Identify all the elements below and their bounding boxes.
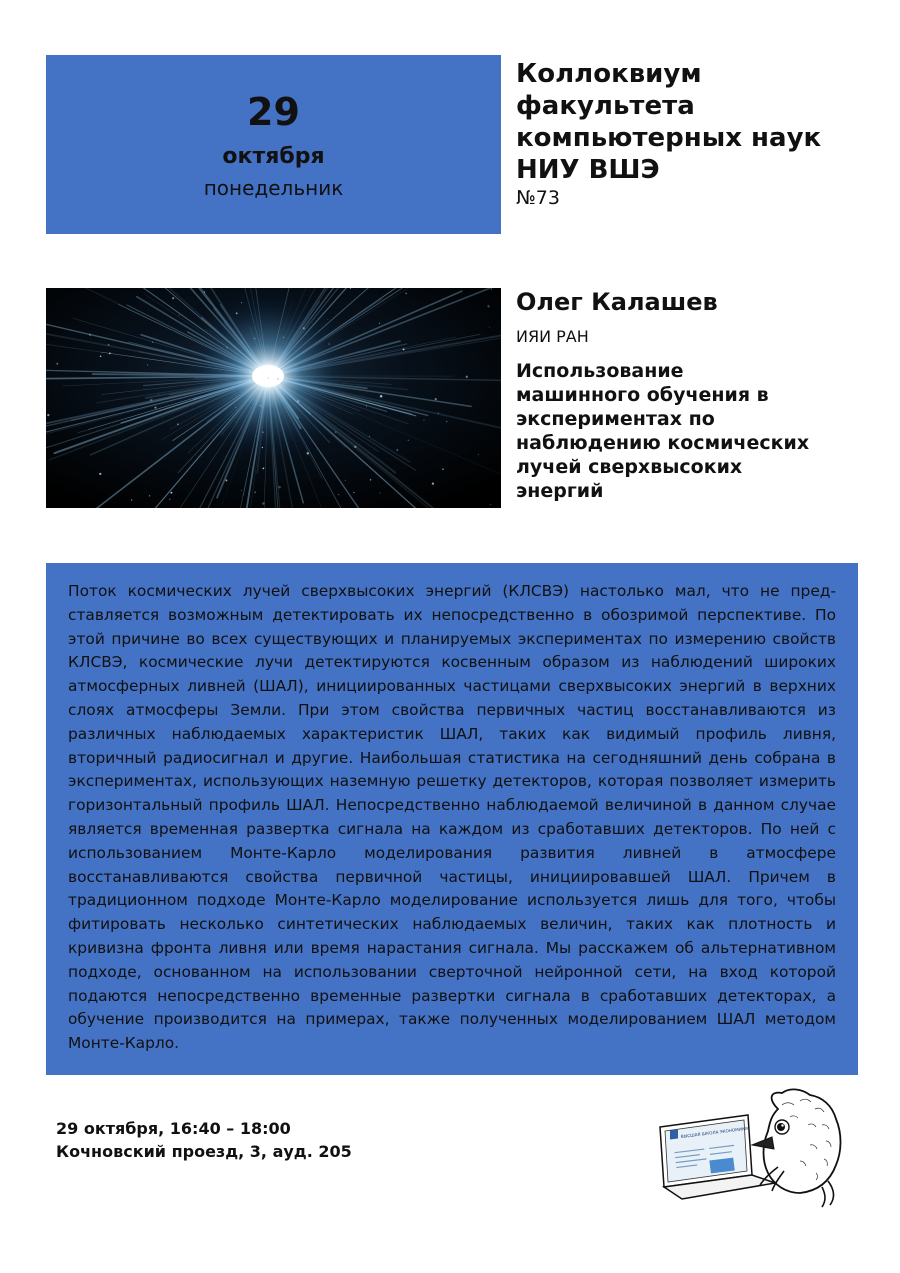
- mascot-illustration: [650, 1085, 850, 1210]
- colloquium-header: [516, 58, 876, 210]
- speaker-block: [516, 288, 866, 503]
- colloquium-title: Коллоквиум факультета компьютерных наук НИУ ВШЭ: [516, 59, 822, 185]
- talk-title: Использование машинного обучения в экспериментах по наблюдению космических лучей сверхвысоких энергий: [516, 360, 810, 502]
- abstract-box: [46, 563, 858, 1075]
- cosmic-ray-image: [46, 288, 501, 508]
- date-weekday: понедельник: [203, 176, 344, 200]
- date-month: октября: [222, 144, 325, 169]
- date-box: [46, 55, 501, 234]
- colloquium-number: №73: [516, 187, 560, 209]
- speaker-name: Олег Калашев: [516, 288, 718, 316]
- date-day: 29: [247, 90, 300, 134]
- abstract-text: Поток космических лучей сверхвысоких энергий (КЛСВЭ) настолько мал, что не представляется возможным детектировать их непосредственно в обозримой перспективе. По этой причине во всех существующих и планируемых экспериментах по измерению свойств КЛСВЭ, космические лучи детектируются косвенным образом из наблюдений широких атмосферных ливней (ШАЛ), инициированных частицами сверхвысоких энергий в верхних слоях атмосферы Земли. При этом свойства первичных частиц восстанавливаются из различных наблюдаемых характеристик ШАЛ, таких как видимый профиль ливня, вторичный радиосигнал и другие. Наибольшая статистика на сегодняшний день собрана в экспериментах, использующих наземную решетку детекторов, которая позволяет измерить горизонтальный профиль ШАЛ. Непосредственно наблюдаемой величиной в данном случае является временная развертка сигнала на каждом из сработавших детекторов. По ней с использованием Монте-Карло моделирования развития ливней в атмосфере восстанавливаются свойства первичной частицы, инициировавшей ШАЛ. Причем в традиционном подходе Монте-Карло моделирование используется лишь для того, чтобы фитировать несколько синтетических наблюдаемых величин, таких как плотность и кривизна фронта ливня или время нарастания сигнала. Мы расскажем об альтернативном подходе, основанном на использовании сверточной нейронной сети, на вход которой подаются непосредственно временные развертки сигнала в сработавших детекторах, а обучение производится на примерах, также полученных моделированием ШАЛ методом Монте-Карло.: [68, 582, 836, 1053]
- event-datetime: 29 октября, 16:40 – 18:00: [56, 1119, 291, 1138]
- speaker-affiliation: ИЯИ РАН: [516, 327, 589, 346]
- bird-with-laptop-icon: [650, 1085, 850, 1210]
- event-location: Кочновский проезд, 3, ауд. 205: [56, 1142, 352, 1161]
- event-info: [56, 1117, 352, 1163]
- cosmic-burst-illustration: [46, 288, 501, 508]
- laptop-screen-text: ВЫСШАЯ ШКОЛА ЭКОНОМИКИ: [680, 1125, 749, 1139]
